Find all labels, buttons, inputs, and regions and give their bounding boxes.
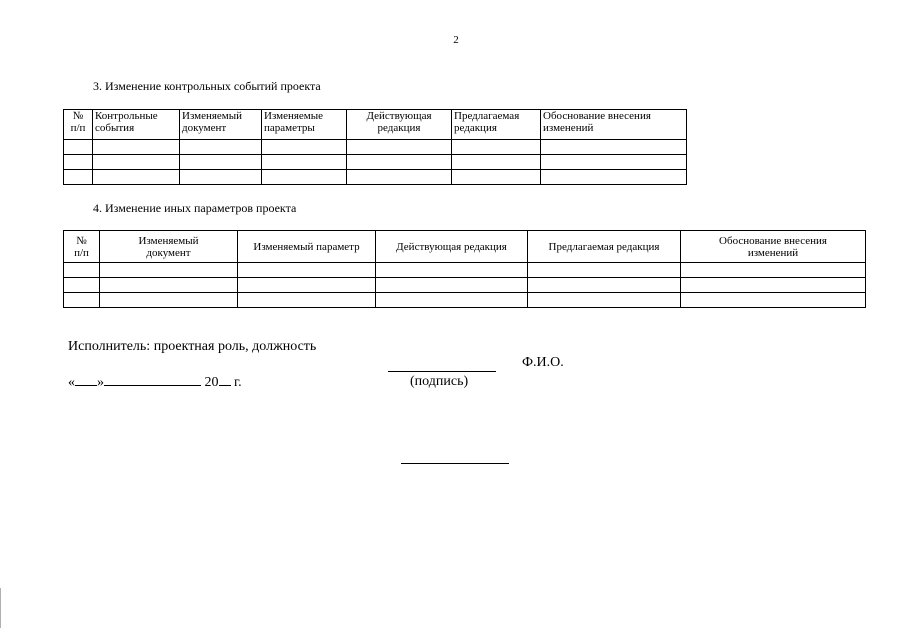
header-text: п/п — [74, 246, 89, 259]
table-cell[interactable] — [347, 140, 452, 155]
header-cell-proposed-edition — [528, 231, 681, 263]
table-cell[interactable] — [64, 140, 93, 155]
date-year-blank[interactable] — [219, 374, 231, 386]
header-cell-control-events — [93, 110, 180, 140]
header-text: изменений — [543, 122, 594, 134]
header-text: документ — [146, 246, 191, 259]
header-text: Изменяемый — [138, 234, 199, 247]
table-cell[interactable] — [541, 140, 687, 155]
control-events-table — [63, 109, 687, 185]
table-cell[interactable] — [452, 170, 541, 185]
table-cell[interactable] — [262, 140, 347, 155]
table-cell[interactable] — [376, 293, 528, 308]
table-cell[interactable] — [64, 263, 100, 278]
table-cell[interactable] — [100, 293, 238, 308]
table-cell[interactable] — [681, 278, 866, 293]
table-cell[interactable] — [541, 155, 687, 170]
header-text: редакция — [377, 122, 421, 134]
table-row — [64, 278, 866, 293]
header-text: Изменяемый — [182, 110, 243, 122]
header-cell-number — [64, 231, 100, 263]
header-text: Действующая — [366, 110, 432, 122]
date-day-blank[interactable] — [75, 374, 97, 386]
bottom-divider-line — [401, 463, 509, 464]
table-cell[interactable] — [528, 278, 681, 293]
header-text: документ — [182, 122, 227, 134]
table-cell[interactable] — [528, 263, 681, 278]
table-cell[interactable] — [452, 155, 541, 170]
page-number: 2 — [453, 34, 459, 46]
table-cell[interactable] — [376, 263, 528, 278]
table-cell[interactable] — [528, 293, 681, 308]
table-cell[interactable] — [541, 170, 687, 185]
table-row — [64, 293, 866, 308]
header-cell-justification — [681, 231, 866, 263]
header-text: изменений — [747, 246, 799, 259]
header-cell-justification — [541, 110, 687, 140]
header-text: п/п — [70, 122, 86, 134]
scan-edge-mark — [0, 588, 1, 628]
table-cell[interactable] — [100, 278, 238, 293]
table-cell[interactable] — [93, 170, 180, 185]
header-text: № — [76, 234, 87, 247]
date-year-suffix: г. — [234, 375, 242, 390]
section-3-heading: 3. Изменение контрольных событий проекта — [93, 79, 321, 93]
table-row — [64, 155, 687, 170]
table-cell[interactable] — [376, 278, 528, 293]
table-cell[interactable] — [681, 263, 866, 278]
header-cell-current-edition — [376, 231, 528, 263]
table-row — [64, 263, 866, 278]
header-cell-changed-document — [100, 231, 238, 263]
table-cell[interactable] — [238, 263, 376, 278]
table-cell[interactable] — [64, 293, 100, 308]
header-text: Предлагаемая — [454, 110, 520, 122]
table-cell[interactable] — [452, 140, 541, 155]
table-cell[interactable] — [238, 293, 376, 308]
header-cell-changed-parameters — [262, 110, 347, 140]
table-cell[interactable] — [681, 293, 866, 308]
header-text: события — [95, 122, 135, 134]
executor-label: Исполнитель: проектная роль, должность — [68, 339, 317, 354]
table-row — [64, 140, 687, 155]
header-text: редакция — [454, 122, 497, 134]
header-cell-proposed-edition — [452, 110, 541, 140]
date-close-quote: » — [97, 375, 104, 390]
fio-label: Ф.И.О. — [522, 355, 564, 370]
table-cell[interactable] — [262, 155, 347, 170]
header-text: Предлагаемая редакция — [548, 240, 660, 253]
table-cell[interactable] — [100, 263, 238, 278]
table-header-row — [64, 231, 866, 263]
date-month-blank[interactable] — [104, 374, 201, 386]
table-cell[interactable] — [347, 155, 452, 170]
table-cell[interactable] — [238, 278, 376, 293]
table-cell[interactable] — [93, 155, 180, 170]
date-field — [68, 374, 242, 391]
header-text: Действующая редакция — [396, 240, 507, 253]
header-cell-changed-parameter — [238, 231, 376, 263]
header-text: Изменяемый параметр — [253, 240, 360, 253]
signature-caption: (подпись) — [410, 374, 469, 389]
header-text: Обоснование внесения — [543, 110, 651, 122]
header-cell-current-edition — [347, 110, 452, 140]
table-cell[interactable] — [180, 155, 262, 170]
table-cell[interactable] — [64, 278, 100, 293]
table-cell[interactable] — [180, 140, 262, 155]
header-text: № — [72, 110, 84, 122]
table-cell[interactable] — [93, 140, 180, 155]
table-cell[interactable] — [347, 170, 452, 185]
table-cell[interactable] — [180, 170, 262, 185]
section-4-heading: 4. Изменение иных параметров проекта — [93, 201, 297, 215]
table-header-row — [64, 110, 687, 140]
header-text: Изменяемые — [264, 110, 324, 122]
date-year-prefix: 20 — [204, 375, 219, 390]
table-cell[interactable] — [262, 170, 347, 185]
header-text: параметры — [264, 122, 315, 134]
header-cell-changed-document — [180, 110, 262, 140]
table-row — [64, 170, 687, 185]
header-text: Обоснование внесения — [719, 234, 827, 247]
table-cell[interactable] — [64, 170, 93, 185]
table-cell[interactable] — [64, 155, 93, 170]
header-cell-number — [64, 110, 93, 140]
other-parameters-table — [63, 230, 866, 308]
signature-line[interactable] — [388, 371, 496, 372]
date-open-quote: « — [68, 375, 75, 390]
header-text: Контрольные — [95, 110, 158, 122]
